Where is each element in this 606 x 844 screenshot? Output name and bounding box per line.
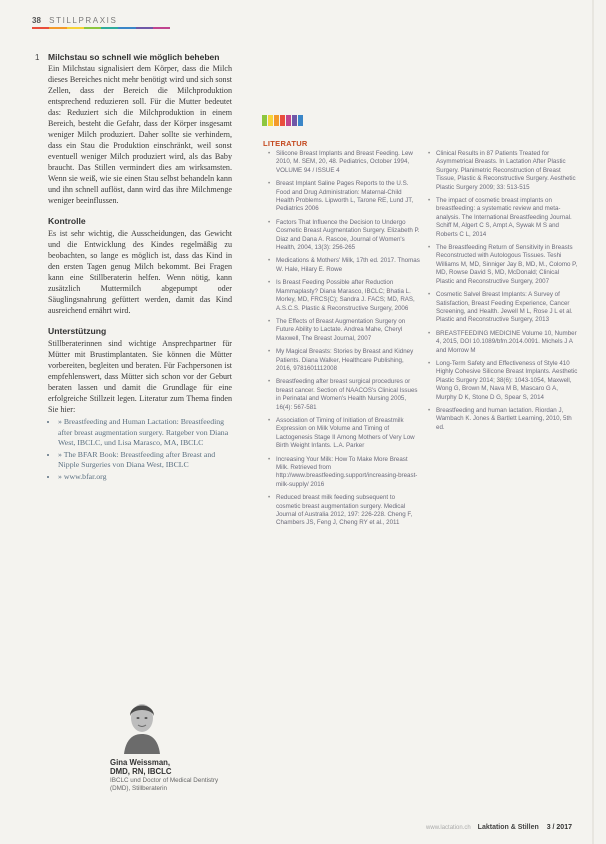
reading-item: • » Breastfeeding and Human Lactation: Breastfeeding after breast augmentation surgery. Ratgeber von Diana West, IBCLC, und Lisa Marasco, MA, IBCLC — [58, 417, 232, 449]
literature-entry: • Cosmetic Salvel Breast Implants: A Survey of Satisfaction, Breast Feeding Experience, Cancer Screening, and Health. Jewell M L, Rose J L et al. Plastic and Reconstructive Surgery, 2013 — [428, 291, 578, 325]
literature-entry: • Is Breast Feeding Possible after Reduction Mammaplasty? Diana Marasco, IBCLC; Bhatia L. Morley, MD, FRCS(C); Sandra J. FACS; MD, RAS, A.S.C.S. Plastic & Reconstructive Surgery, 2006 — [268, 279, 420, 313]
author-name: Gina Weissman, — [110, 758, 171, 767]
literature-entry: • The Breastfeeding Return of Sensitivity in Breasts Reconstructed with Autologous Tissues. Teshi Williams M, MD, Sinniger Jay B, MD, M., Colomo P, MD, Rowse David S, MD, McDonald; Clinical Plastic and Reconstructive Surgery, 2007 — [428, 244, 578, 286]
unterstuetzung-heading: Unterstützung — [48, 326, 107, 336]
author-credential: IBCLC und Doctor of Medical Dentistry (DMD), Stillberaterin — [110, 777, 219, 792]
color-segment — [268, 115, 273, 126]
color-segment — [118, 27, 135, 29]
page-header — [32, 16, 117, 25]
literature-entry: • Medications & Mothers' Milk, 17th ed. 2017. Thomas W. Hale, Hilary E. Rowe — [268, 257, 420, 274]
literature-entry: • The Effects of Breast Augmentation Surgery on Future Ability to Lactate. Andrea Mahe, Cheryl Maxwell, The Breast Journal, 2007 — [268, 318, 420, 343]
author-box — [110, 758, 230, 792]
color-segment — [153, 27, 170, 29]
article-column — [35, 52, 232, 483]
color-segment — [136, 27, 153, 29]
author-portrait — [116, 694, 168, 754]
reading-item: • » www.bfar.org — [58, 472, 232, 483]
kontrolle-heading: Kontrolle — [48, 216, 86, 226]
color-segment — [49, 27, 66, 29]
literature-entry: • Breastfeeding and human lactation. Riordan J, Wambach K. Jones & Bartlett Learning, 2010, 5th ed. — [428, 407, 578, 432]
unterstuetzung-body: Stillberaterinnen sind wichtige Ansprechpartner für Mütter mit Brustimplantaten. Sie können die Mütter vorbereiten, begleiten und beraten. Für Fachpersonen ist empfehlenswert, dass Mütter sich schon vor der Geburt beraten lassen und damit die Grundlage für eine erfolgreiche Stillzeit legen. Literatur zum Thema finden Sie hier: — [48, 339, 232, 414]
footer-website: www.lactation.ch — [426, 825, 471, 831]
page-edge — [592, 0, 594, 844]
literature-entry: • Breast Implant Saline Pages Reports to the U.S. Food and Drug Administration: Maternal-Child Health Problems. Lipworth L, Tarone RE, Lund JT, Pediatrics 2006 — [268, 180, 420, 214]
literature-column-1 — [268, 150, 420, 533]
color-segment — [262, 115, 267, 126]
color-segment — [101, 27, 118, 29]
literature-entry: • Reduced breast milk feeding subsequent to cosmetic breast augmentation surgery. Medical Journal of Australia 2012, 197: 226-228. Cheng F, Chambers JS, Feng J, Cheng RY et al., 2011 — [268, 494, 420, 528]
color-segment — [280, 115, 285, 126]
literature-entry: • Long-Term Safety and Effectiveness of Style 410 Highly Cohesive Silicone Breast Implants. Aesthetic Plastic Surgery 2014; 38(6): 1043-1054, Maxwell, Wong G, Brown M, Nava M B, Mascaro G A, Murphy D K, Stone D G, Spear S, 2014 — [428, 360, 578, 402]
literature-entry: • Increasing Your Milk: How To Make More Breast Milk. Retrieved from http://www.breastfeeding.support/increasing-breast-milk-supply/ 2016 — [268, 456, 420, 490]
reading-item: • » The BFAR Book: Breastfeeding after Breast and Nipple Surgeries von Diana West, IBCLC — [58, 450, 232, 471]
literature-entry: • The impact of cosmetic breast implants on breastfeeding: a systematic review and meta-analysis. The International Breastfeeding Journal. Schiff M, Algert C S, Ampt A, Sywak M S and Roberts C L, 2014 — [428, 197, 578, 239]
question-number: 1 — [35, 53, 40, 62]
color-segment — [286, 115, 291, 126]
question-title: Milchstau so schnell wie möglich beheben — [48, 52, 220, 62]
color-segment — [298, 115, 303, 126]
question-body: Ein Milchstau signalisiert dem Körper, dass die Milch dieses Bereiches nicht mehr benötigt wird und sich sonst Zellen, dass der Bereich die Milchproduktion entsprechend reduzieren soll. Für die Mutter bedeutet das: Reduziert sich die Milchproduktion in einem Bereich, besteht die Gefahr, dass der Körper insgesamt weniger Milch produziert. Daher sollte sie verhindern, dass ein Stau die Produktion einschränkt, weil sonst eventuell weniger Milch produziert wird, als das Baby braucht. Das Stillen vermindert dies am wirksamsten. Wenn sie weiß, wie sie einen Stau selbst behandeln kann und ihn schnell auflöst, dann wird das ihre Milchmenge weniger beeinflussen. — [48, 64, 232, 205]
page-footer — [426, 824, 572, 831]
literature-entry: • My Magical Breasts: Stories by Breast and Kidney Patients. Diana Walker, Healthcare Publishing, 2016, 9781601112008 — [268, 348, 420, 373]
color-segment — [32, 27, 49, 29]
literature-entry: • Silicone Breast Implants and Breast Feeding. Lew 2010, M. SEM, 20, 48. Pediatrics, October 1994, VOLUME 94 / ISSUE 4 — [268, 150, 420, 175]
recommended-reading-list — [48, 417, 232, 482]
literature-title: LITERATUR — [263, 139, 308, 148]
literature-column-2 — [428, 150, 578, 437]
footer-magazine-name: Laktation & Stillen — [477, 824, 539, 831]
color-segment — [292, 115, 297, 126]
page-number: 38 — [32, 16, 41, 25]
section-title: STILLPRAXIS — [49, 16, 118, 25]
literature-entry: • Clinical Results in 87 Patients Treated for Asymmetrical Breasts. In Lactation After Plastic Surgery. Planimetric Reconstruction of Breast Tissue, Plastic & Reconstructive Surgery. Aesthetic Plastic Surgery 2009; 33: 513-515 — [428, 150, 578, 192]
color-segment — [274, 115, 279, 126]
question-block — [35, 52, 232, 206]
literature-entry: • Factors That Influence the Decision to Undergo Cosmetic Breast Augmentation Surgery. Elizabeth P. Diaz and Dana A. Rascoe, Journal of Women's Health, 2004, 13(3): 256-265 — [268, 219, 420, 253]
literature-entry: • Breastfeeding after breast surgical procedures or breast cancer. Section of NAACOS's Clinical Issues in Perinatal and Women's Health Nursing 2005, 16(4): 567-581 — [268, 378, 420, 412]
literature-color-bar — [262, 115, 304, 126]
literature-entry: • BREASTFEEDING MEDICINE Volume 10, Number 4, 2015, DOI 10.1089/bfm.2014.0091. Michels J A and Morrow M — [428, 330, 578, 355]
literature-entry: • Association of Timing of Initiation of Breastmilk Expression on Milk Volume and Timing of Lactogenesis Stage II Among Mothers of Very Low Birth Weight Infants. L.A. Parker — [268, 417, 420, 451]
color-segment — [67, 27, 84, 29]
kontrolle-body: Es ist sehr wichtig, die Ausscheidungen, das Gewicht und die Entwicklung des Kindes regelmäßig zu beobachten, so lange es möglich ist, dass das Kind in den ersten Tagen genug Milch bekommt. Bei Fragen kann eine Stillberaterin helfen. Wenn nötig, kann zusätzlich Muttermilch abgepumpt oder Säuglingsnahrung gefüttert werden, damit das Kind ausreichend ernährt wird. — [48, 229, 232, 315]
color-segment — [84, 27, 101, 29]
header-color-strip — [32, 27, 170, 29]
footer-issue: 3 / 2017 — [546, 824, 572, 831]
author-title: DMD, RN, IBCLC — [110, 767, 172, 776]
